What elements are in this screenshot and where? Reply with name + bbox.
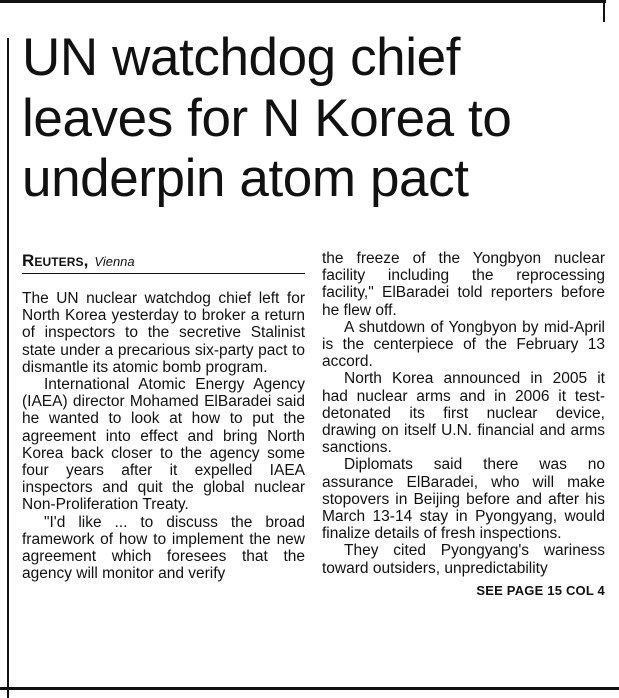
paragraph: the freeze of the Yongbyon nuclear facility including the reprocessing facility," ElBaradei told reporters before he flew off. bbox=[322, 250, 605, 319]
article-column-right bbox=[322, 250, 605, 599]
paragraph: A shutdown of Yongbyon by mid-April is the centerpiece of the February 13 accord. bbox=[322, 318, 605, 371]
byline-separator: , bbox=[83, 251, 89, 270]
continuation-jump-line[interactable]: SEE PAGE 15 COL 4 bbox=[476, 582, 605, 598]
byline bbox=[22, 252, 305, 274]
top-rule bbox=[0, 0, 606, 3]
bottom-rule bbox=[0, 687, 619, 690]
left-rule bbox=[7, 38, 9, 698]
paragraph: The UN nuclear watchdog chief left for North Korea yesterday to broker a return of inspectors to the secretive Stalinist state under a precarious six-party pact to dismantle its atomic bomb program. bbox=[22, 290, 305, 376]
byline-place: Vienna bbox=[94, 254, 135, 269]
paragraph: Diplomats said there was no assurance ElBaradei, who will make stopovers in Beijing before and after his March 13-14 stay in Pyongyang, would finalize details of fresh inspections. bbox=[322, 456, 605, 543]
right-rule bbox=[603, 0, 605, 22]
headline: UN watchdog chief leaves for N Korea to underpin atom pact bbox=[22, 28, 512, 208]
paragraph: "I'd like ... to discuss the broad framework of how to implement the new agreement which foresees that the agency will monitor and verify bbox=[22, 513, 305, 583]
paragraph: International Atomic Energy Agency (IAEA) director Mohamed ElBaradei said he wanted to look at how to put the agreement into effect and bring North Korea back closer to the agency some four years after it expelled IAEA inspectors and quit the global nuclear Non-Proliferation Treaty. bbox=[22, 376, 305, 514]
byline-agency: Reuters bbox=[22, 251, 84, 270]
article-column-left bbox=[22, 250, 305, 582]
paragraph: North Korea announced in 2005 it had nuclear arms and in 2006 it test-detonated its first nuclear device, drawing on itself U.N. financial and arms sanctions. bbox=[322, 370, 605, 457]
paragraph: They cited Pyongyang's wariness toward outsiders, unpredictability bbox=[322, 542, 605, 577]
